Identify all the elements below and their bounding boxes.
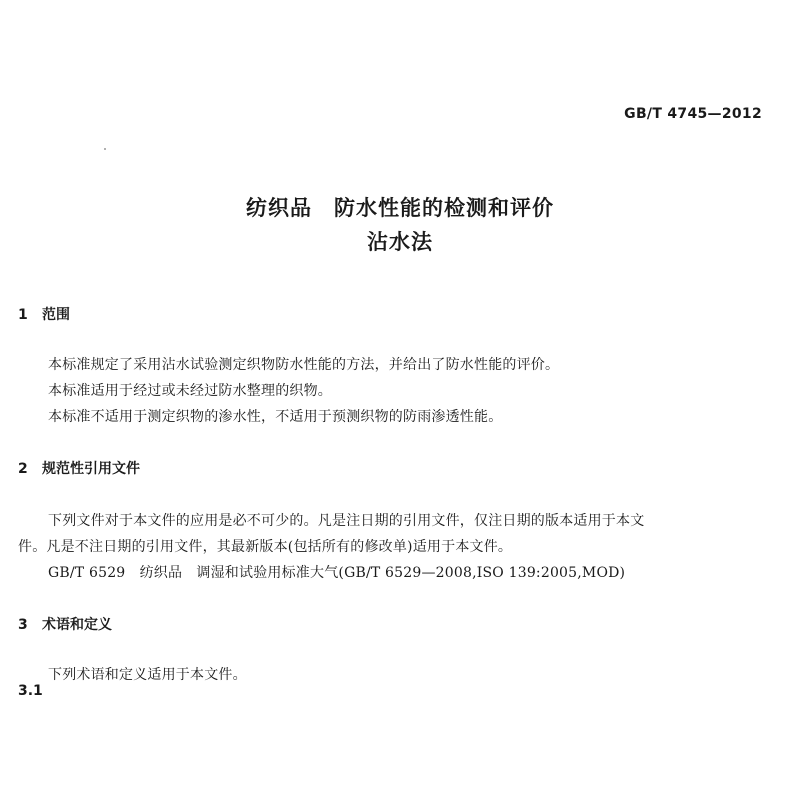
section-2-paragraph-1-continued: 件。凡是不注日期的引用文件，其最新版本(包括所有的修改单)适用于本文件。	[18, 539, 513, 555]
section-number: 2	[18, 461, 28, 477]
section-2-paragraph-1: 下列文件对于本文件的应用是必不可少的。凡是注日期的引用文件，仅注日期的版本适用于本文	[48, 513, 645, 529]
section-3-paragraph-1: 下列术语和定义适用于本文件。	[48, 667, 247, 683]
section-title: 术语和定义	[42, 617, 112, 633]
section-number: 1	[18, 307, 28, 323]
section-heading-3	[18, 614, 112, 634]
section-title: 范围	[42, 307, 70, 323]
section-1-paragraph-1: 本标准规定了采用沾水试验测定织物防水性能的方法，并给出了防水性能的评价。	[48, 357, 560, 373]
title-subject: 防水性能的检测和评价	[334, 196, 554, 220]
scan-speck	[104, 148, 106, 150]
section-heading-2	[18, 458, 140, 478]
truncated-subsection-number: 3.1	[18, 683, 43, 699]
document-title-line-1	[0, 192, 800, 222]
title-category: 纺织品	[246, 196, 312, 220]
normative-reference-item: GB/T 6529 纺织品 调湿和试验用标准大气(GB/T 6529—2008,ISO 139:2005,MOD)	[48, 565, 626, 581]
section-heading-1	[18, 304, 70, 324]
section-title: 规范性引用文件	[42, 461, 140, 477]
section-number: 3	[18, 617, 28, 633]
section-1-paragraph-3: 本标准不适用于测定织物的渗水性，不适用于预测织物的防雨渗透性能。	[48, 409, 503, 425]
standard-number: GB/T 4745—2012	[624, 106, 762, 122]
section-1-paragraph-2: 本标准适用于经过或未经过防水整理的织物。	[48, 383, 332, 399]
document-title-line-2: 沾水法	[367, 230, 433, 254]
